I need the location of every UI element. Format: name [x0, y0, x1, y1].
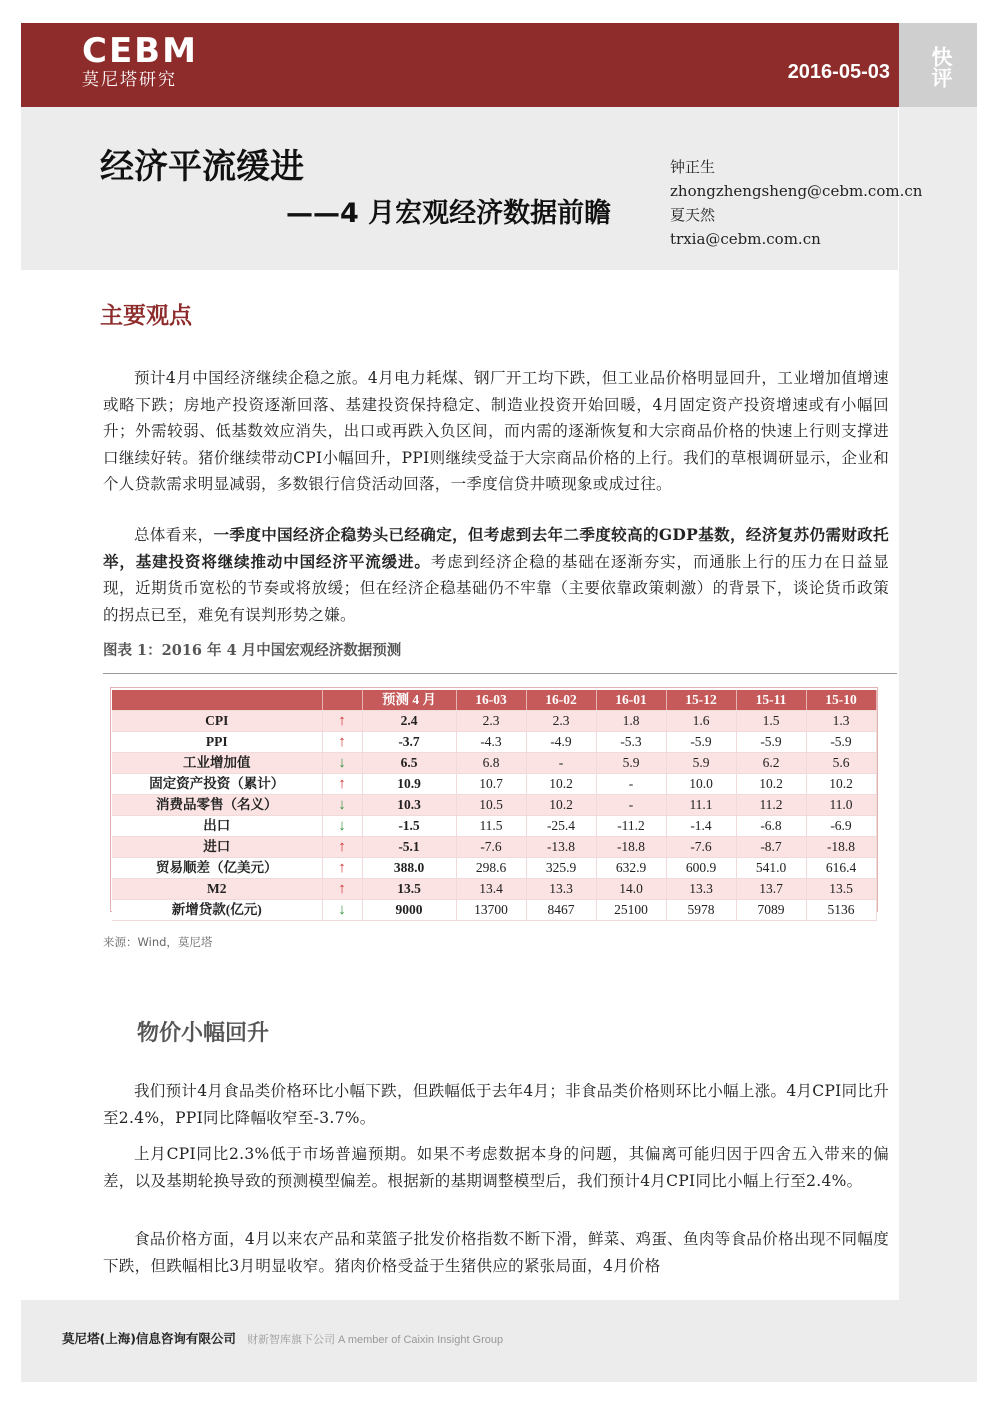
table-cell: 10.2: [806, 774, 876, 795]
table-cell: -: [596, 795, 666, 816]
row-label: 贸易顺差（亿美元）: [112, 858, 322, 879]
row-label: 进口: [112, 837, 322, 858]
row-label: M2: [112, 879, 322, 900]
table-row: [112, 774, 876, 795]
arrow-up-icon: ↑: [322, 837, 362, 858]
arrow-up-icon: ↑: [322, 711, 362, 732]
caption-divider: [103, 673, 897, 674]
report-type-tag: 快评: [929, 46, 953, 88]
table-cell: 632.9: [596, 858, 666, 879]
author-email[interactable]: trxia@cebm.com.cn: [670, 230, 821, 248]
footer-member-note: 财新智库旗下公司 A member of Caixin Insight Group: [247, 1334, 504, 1346]
table-cell: -7.6: [456, 837, 526, 858]
table-cell: -8.7: [736, 837, 806, 858]
table-cell: 13.5: [806, 879, 876, 900]
section-heading-price: 物价小幅回升: [137, 1020, 270, 1046]
table-cell: -7.6: [666, 837, 736, 858]
table-row: [112, 711, 876, 732]
forecast-value: 388.0: [362, 858, 456, 879]
row-label: 新增贷款(亿元): [112, 900, 322, 921]
arrow-down-icon: ↓: [322, 753, 362, 774]
table-cell: 10.2: [736, 774, 806, 795]
report-date: 2016-05-03: [787, 61, 890, 83]
table-row: [112, 837, 876, 858]
row-label: 出口: [112, 816, 322, 837]
arrow-down-icon: ↓: [322, 816, 362, 837]
table-row: [112, 858, 876, 879]
table-cell: 13.4: [456, 879, 526, 900]
forecast-table: [112, 690, 877, 921]
footer-company: 莫尼塔(上海)信息咨询有限公司: [62, 1331, 236, 1346]
author-email[interactable]: zhongzhengsheng@cebm.com.cn: [670, 182, 923, 200]
logo: CEBM: [82, 31, 198, 71]
table-cell: 13.7: [736, 879, 806, 900]
page-subtitle: ——4 月宏观经济数据前瞻: [286, 198, 612, 229]
arrow-down-icon: ↓: [322, 795, 362, 816]
table-row: [112, 795, 876, 816]
forecast-value: 10.9: [362, 774, 456, 795]
table-cell: 2.3: [526, 711, 596, 732]
paragraph-bold: 一季度中国经济企稳势头已经确定，但考虑到去年二季度较高的GDP基数，经济复苏仍需财政托举，基建投资将继续推动中国经济平流缓进。: [103, 525, 889, 571]
table-row: [112, 816, 876, 837]
paragraph: 上月CPI同比2.3%低于市场普遍预期。如果不考虑数据本身的问题，其偏离可能归因于四舍五入带来的偏差，以及基期轮换导致的预测模型偏差。根据新的基期调整模型后，我们预计4月CPI同比小幅上行至2.4%。: [103, 1145, 889, 1190]
table-cell: -6.9: [806, 816, 876, 837]
table-row: [112, 732, 876, 753]
table-cell: 5.9: [666, 753, 736, 774]
arrow-up-icon: ↑: [322, 858, 362, 879]
table-cell: 10.5: [456, 795, 526, 816]
table-cell: -25.4: [526, 816, 596, 837]
author-name: 夏天然: [670, 206, 716, 224]
table-cell: -13.8: [526, 837, 596, 858]
paragraph-lead: 总体看来，: [134, 526, 214, 544]
table-cell: 1.3: [806, 711, 876, 732]
table-cell: 11.2: [736, 795, 806, 816]
table-cell: 7089: [736, 900, 806, 921]
table-cell: -11.2: [596, 816, 666, 837]
table-cell: 541.0: [736, 858, 806, 879]
table-row: [112, 900, 876, 921]
table-cell: 5.6: [806, 753, 876, 774]
table-header-cell: 16-01: [596, 690, 666, 711]
forecast-value: 2.4: [362, 711, 456, 732]
forecast-value: 6.5: [362, 753, 456, 774]
table-cell: -5.3: [596, 732, 666, 753]
table-cell: -18.8: [806, 837, 876, 858]
row-label: 消费品零售（名义）: [112, 795, 322, 816]
table-cell: -5.9: [736, 732, 806, 753]
table-cell: -18.8: [596, 837, 666, 858]
table-header-row: [112, 690, 876, 711]
row-label: 固定资产投资（累计）: [112, 774, 322, 795]
table-cell: -4.9: [526, 732, 596, 753]
table-cell: -: [596, 774, 666, 795]
table-cell: 298.6: [456, 858, 526, 879]
table-cell: 25100: [596, 900, 666, 921]
table-cell: 13700: [456, 900, 526, 921]
table-cell: -: [526, 753, 596, 774]
arrow-up-icon: ↑: [322, 732, 362, 753]
table-header-cell: 16-03: [456, 690, 526, 711]
table-cell: 6.2: [736, 753, 806, 774]
table-cell: 1.6: [666, 711, 736, 732]
arrow-down-icon: ↓: [322, 900, 362, 921]
forecast-value: -5.1: [362, 837, 456, 858]
paragraph: 食品价格方面，4月以来农产品和菜篮子批发价格指数不断下滑，鲜菜、鸡蛋、鱼肉等食品价格出现不同幅度下跌，但跌幅相比3月明显收窄。猪肉价格受益于生猪供应的紧张局面，4月价格: [103, 1230, 889, 1275]
table-cell: 6.8: [456, 753, 526, 774]
table-cell: 2.3: [456, 711, 526, 732]
forecast-value: 13.5: [362, 879, 456, 900]
paragraph-rest: 考虑到经济企稳的基础在逐渐夯实，而通胀上行的压力在日益显现，近期货币宽松的节奏或将放缓；但在经济企稳基础仍不牢靠（主要依靠政策刺激）的背景下，谈论货币政策的拐点已至，难免有误判形势之嫌。: [103, 552, 889, 624]
forecast-value: -3.7: [362, 732, 456, 753]
table-cell: 14.0: [596, 879, 666, 900]
table-header-cell: 15-10: [806, 690, 876, 711]
table-row: [112, 753, 876, 774]
table-cell: 5136: [806, 900, 876, 921]
table-cell: 1.8: [596, 711, 666, 732]
forecast-value: 9000: [362, 900, 456, 921]
table-cell: 10.7: [456, 774, 526, 795]
table-row: [112, 879, 876, 900]
row-label: PPI: [112, 732, 322, 753]
table-caption: 图表 1：2016 年 4 月中国宏观经济数据预测: [103, 642, 402, 659]
table-cell: 5978: [666, 900, 736, 921]
table-cell: 13.3: [666, 879, 736, 900]
author-name: 钟正生: [670, 158, 716, 176]
table-cell: 8467: [526, 900, 596, 921]
logo-subtitle: 莫尼塔研究: [82, 70, 177, 90]
table-cell: -6.8: [736, 816, 806, 837]
row-label: CPI: [112, 711, 322, 732]
table-cell: -4.3: [456, 732, 526, 753]
table-source: 来源：Wind，莫尼塔: [103, 935, 213, 949]
table-cell: -5.9: [806, 732, 876, 753]
table-cell: 10.0: [666, 774, 736, 795]
table-cell: 10.2: [526, 774, 596, 795]
table-header-cell: 预测 4 月: [362, 690, 456, 711]
table-cell: 11.5: [456, 816, 526, 837]
table-cell: 10.2: [526, 795, 596, 816]
table-header-cell: 15-11: [736, 690, 806, 711]
table-cell: 600.9: [666, 858, 736, 879]
table-cell: 5.9: [596, 753, 666, 774]
table-header-cell: 15-12: [666, 690, 736, 711]
table-cell: -5.9: [666, 732, 736, 753]
row-label: 工业增加值: [112, 753, 322, 774]
forecast-value: -1.5: [362, 816, 456, 837]
table-cell: -1.4: [666, 816, 736, 837]
table-cell: 11.0: [806, 795, 876, 816]
table-cell: 11.1: [666, 795, 736, 816]
arrow-up-icon: ↑: [322, 774, 362, 795]
table-cell: 13.3: [526, 879, 596, 900]
side-stripe: [899, 107, 977, 1300]
table-header-cell: [112, 690, 322, 711]
table-cell: 616.4: [806, 858, 876, 879]
section-heading-main-points: 主要观点: [100, 303, 192, 329]
paragraph: [103, 522, 889, 628]
table-header-cell: [322, 690, 362, 711]
table-header-cell: 16-02: [526, 690, 596, 711]
forecast-value: 10.3: [362, 795, 456, 816]
paragraph: 我们预计4月食品类价格环比小幅下跌，但跌幅低于去年4月；非食品类价格则环比小幅上涨。4月CPI同比升至2.4%，PPI同比降幅收窄至-3.7%。: [103, 1082, 889, 1127]
arrow-up-icon: ↑: [322, 879, 362, 900]
paragraph: 预计4月中国经济继续企稳之旅。4月电力耗煤、钢厂开工均下跌，但工业品价格明显回升，工业增加值增速或略下跌；房地产投资逐渐回落、基建投资保持稳定、制造业投资开始回暖，4月固定资产投资增速或有小幅回升；外需较弱、低基数效应消失，出口或再跌入负区间，而内需的逐渐恢复和大宗商品价格的快速上行则支撑进口继续好转。猪价继续带动CPI小幅回升，PPI则继续受益于大宗商品价格的上行。我们的草根调研显示，企业和个人贷款需求明显减弱，多数银行信贷活动回落，一季度信贷井喷现象或成过往。: [103, 369, 889, 493]
table-cell: 325.9: [526, 858, 596, 879]
page-title: 经济平流缓进: [100, 147, 304, 187]
table-cell: 1.5: [736, 711, 806, 732]
